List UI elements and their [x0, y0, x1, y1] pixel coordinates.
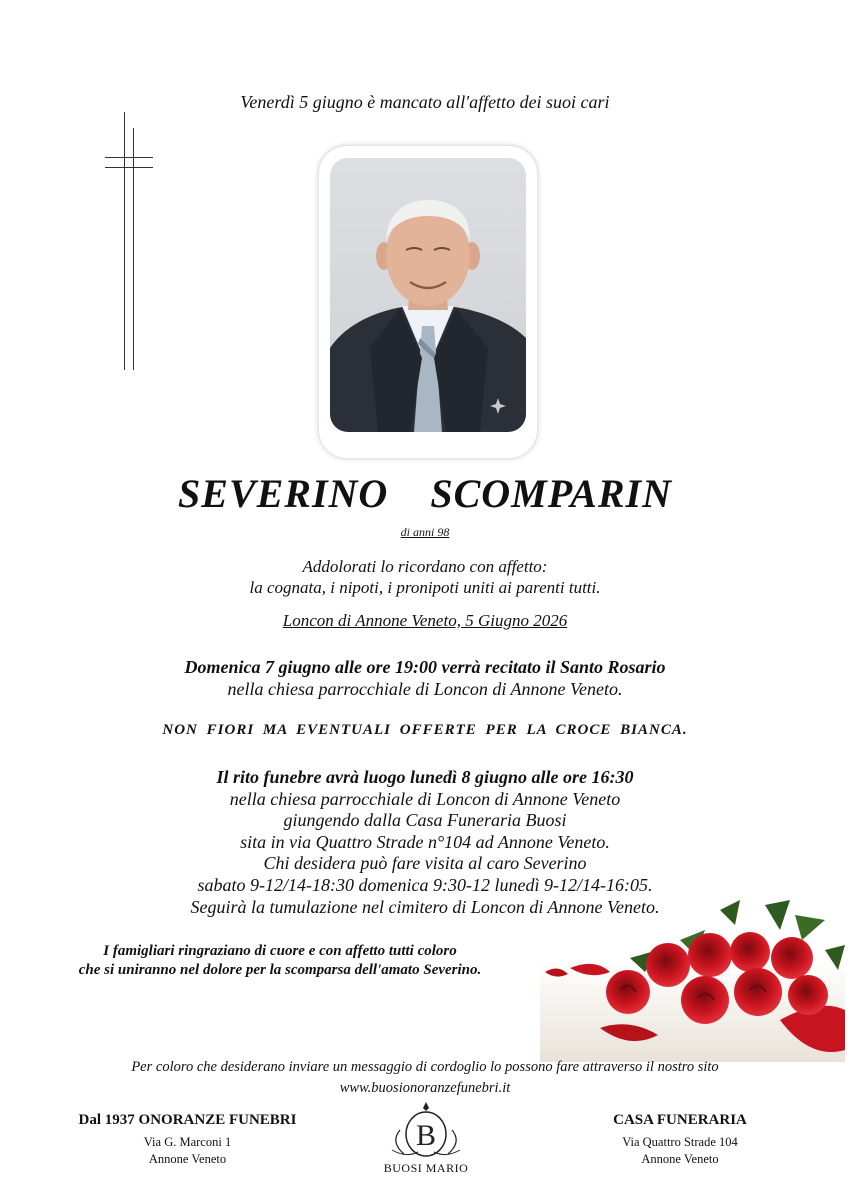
funeral-line: Chi desidera può fare visita al caro Severino: [263, 853, 587, 874]
footer-right-title: CASA FUNERARIA: [613, 1112, 747, 1128]
footer-left-address: Via G. Marconi 1: [143, 1135, 232, 1149]
thanks-line: I famigliari ringraziano di cuore e con affetto tutti coloro: [103, 943, 457, 959]
condolences-line: Per coloro che desiderano inviare un messaggio di cordoglio lo possono fare attraverso il nostro sito: [131, 1059, 719, 1075]
funeral-line: nella chiesa parrocchiale di Loncon di Annone Veneto: [229, 788, 621, 809]
no-flowers-notice: NON FIORI MA EVENTUALI OFFERTE PER LA CROCE BIANCA.: [162, 722, 688, 738]
portrait-photo: [330, 158, 526, 432]
roses-image: [540, 900, 845, 1062]
rosary-line: nella chiesa parrocchiale di Loncon di Annone Veneto.: [227, 679, 623, 699]
deceased-age: di anni 98: [400, 525, 450, 539]
funeral-line: sita in via Quattro Strade n°104 ad Annone Veneto.: [240, 831, 610, 852]
footer-right: [560, 1112, 800, 1168]
funeral-line: sabato 9-12/14-18:30 domenica 9:30-12 lunedì 9-12/14-16:05.: [197, 874, 653, 895]
rosary-line: Domenica 7 giugno alle ore 19:00 verrà recitato il Santo Rosario: [184, 657, 666, 677]
thanks-line: che si uniranno nel dolore per la scomparsa dell'amato Severino.: [78, 962, 482, 978]
mourners-line: Addolorati lo ricordano con affetto:: [302, 557, 548, 576]
intro-text: Venerdì 5 giugno è mancato all'affetto dei suoi cari: [240, 92, 610, 112]
funeral-line: Il rito funebre avrà luogo lunedì 8 giugno alle ore 16:30: [216, 767, 634, 787]
deceased-name: SEVERINO SCOMPARIN: [178, 471, 672, 516]
place-date: Loncon di Annone Veneto, 5 Giugno 2026: [282, 611, 568, 630]
thanks-block: [30, 942, 530, 980]
mourners-block: [0, 556, 850, 598]
footer-left-title: Dal 1937 ONORANZE FUNEBRI: [78, 1112, 297, 1128]
rosary-block: [0, 656, 850, 700]
logo-letter: B: [415, 1119, 437, 1152]
website-link[interactable]: www.buosionoranzefunebri.it: [339, 1080, 511, 1096]
footer-left-city: Annone Veneto: [148, 1152, 227, 1166]
funeral-block: [0, 767, 850, 918]
logo-text: BUOSI MARIO: [383, 1161, 469, 1175]
condolences-block: [0, 1057, 850, 1099]
funeral-line: Seguirà la tumulazione nel cimitero di Loncon di Annone Veneto.: [190, 896, 660, 917]
footer-right-address: Via Quattro Strade 104: [622, 1135, 738, 1149]
footer-left: [55, 1112, 320, 1168]
funeral-line: giungendo dalla Casa Funeraria Buosi: [283, 810, 567, 831]
footer-right-city: Annone Veneto: [641, 1152, 719, 1166]
mourners-line: la cognata, i nipoti, i pronipoti uniti ai parenti tutti.: [249, 578, 601, 597]
